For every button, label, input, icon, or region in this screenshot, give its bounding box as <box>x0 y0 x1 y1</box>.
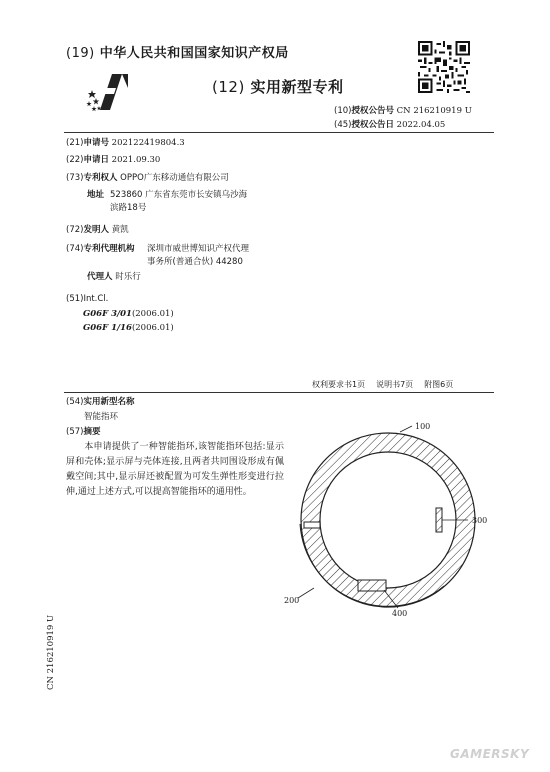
qr-code-icon <box>418 41 470 93</box>
agent <box>87 271 141 284</box>
page-summary <box>312 379 464 390</box>
intcl-code: (51) <box>66 294 84 304</box>
holder-code: (73) <box>66 173 84 183</box>
inventor-label: 发明人 <box>83 225 109 235</box>
address-label: 地址 <box>87 190 105 200</box>
agency-line-1: 深圳市威世博知识产权代理 <box>147 244 250 254</box>
abstract-text: 本申请提供了一种智能指环,该智能指环包括:显示屏和壳体;显示屏与壳体连接,且两者共同围设形成有佩戴空间;其中,显示屏还被配置为可发生弹性形变进行拉伸,通过上述方式,可以提高智能指环的通用性。 <box>66 442 284 497</box>
app-date-label: 申请日 <box>83 155 109 165</box>
pub-no-code: (10) <box>334 106 352 116</box>
pub-date-value: 2022.04.05 <box>396 120 446 130</box>
cnipa-emblem-icon <box>86 70 130 114</box>
patent-holder <box>66 172 229 185</box>
patent-type-code: (12) <box>212 78 245 96</box>
ipc-class-1 <box>83 309 174 319</box>
ipc-year-1: (2006.01) <box>131 309 174 319</box>
address-value <box>110 189 247 215</box>
ring-figure <box>284 420 504 620</box>
agency-value <box>147 243 249 269</box>
title-label: 实用新型名称 <box>83 397 135 407</box>
abstract-code: (57) <box>66 427 84 437</box>
ring-joint-right <box>436 508 442 532</box>
pub-no-value: CN 216210919 U <box>396 106 472 116</box>
ipc-code-1: G06F 3/01 <box>83 309 132 319</box>
agency-label: 专利代理机构 <box>83 244 135 254</box>
figure-label-d: 400 <box>392 609 408 618</box>
drawings-pages: 附图6页 <box>424 380 454 389</box>
office-name: 中华人民共和国国家知识产权局 <box>99 46 289 61</box>
figure-label-c: 200 <box>284 596 300 605</box>
application-number <box>66 137 185 150</box>
description-pages: 说明书7页 <box>376 380 414 389</box>
ipc-year-2: (2006.01) <box>131 323 174 333</box>
patent-type-name: 实用新型专利 <box>250 78 344 96</box>
publication-number-row <box>334 104 472 116</box>
office-code: (19) <box>66 46 95 61</box>
header-rule <box>64 132 494 133</box>
app-date-code: (22) <box>66 155 84 165</box>
utility-title-heading <box>66 396 134 409</box>
application-date <box>66 154 160 167</box>
agency-line-2: 事务所(普通合伙) 44280 <box>147 257 243 267</box>
watermark: GAMERSKY <box>450 747 530 761</box>
inventor-value: 黄凯 <box>111 225 129 235</box>
ipc-class-2 <box>83 323 174 333</box>
app-no-code: (21) <box>66 138 84 148</box>
section-rule <box>64 392 494 393</box>
utility-title-value: 智能指环 <box>84 412 119 422</box>
agency-label-field <box>66 243 134 256</box>
app-no-value: 202122419804.3 <box>111 138 185 148</box>
agent-value: 时乐行 <box>115 272 141 282</box>
intcl-label: Int.Cl. <box>83 294 109 304</box>
abstract-label: 摘要 <box>83 427 101 437</box>
holder-label: 专利权人 <box>83 173 118 183</box>
address-label-field <box>87 189 104 202</box>
app-no-label: 申请号 <box>83 138 109 148</box>
app-date-value: 2021.09.30 <box>111 155 161 165</box>
pub-date-code: (45) <box>334 120 352 130</box>
side-publication-code: CN 216210919 U <box>46 614 56 690</box>
agent-label: 代理人 <box>87 272 113 282</box>
inventor-code: (72) <box>66 225 84 235</box>
title-code: (54) <box>66 397 84 407</box>
office-heading <box>66 42 289 61</box>
ipc-code-2: G06F 1/16 <box>83 323 132 333</box>
publication-date-row <box>334 118 445 130</box>
ring-connector <box>358 580 386 591</box>
figure-label-a: 100 <box>415 422 431 431</box>
pub-date-label: 授权公告日 <box>351 120 394 130</box>
address-line-2: 滨路18号 <box>110 203 147 213</box>
pub-no-label: 授权公告号 <box>351 106 394 116</box>
int-cl-heading <box>66 293 108 306</box>
claims-pages: 权利要求书1页 <box>312 380 366 389</box>
address-line-1: 523860 广东省东莞市长安镇乌沙海 <box>110 190 248 200</box>
patent-type-heading <box>212 76 344 97</box>
agency-code: (74) <box>66 244 84 254</box>
inventor <box>66 224 129 237</box>
abstract-heading <box>66 426 100 439</box>
figure-label-b: 300 <box>472 516 488 525</box>
abstract-body <box>66 440 284 500</box>
ring-joint-left <box>304 522 320 528</box>
holder-value: OPPO广东移动通信有限公司 <box>120 173 229 183</box>
